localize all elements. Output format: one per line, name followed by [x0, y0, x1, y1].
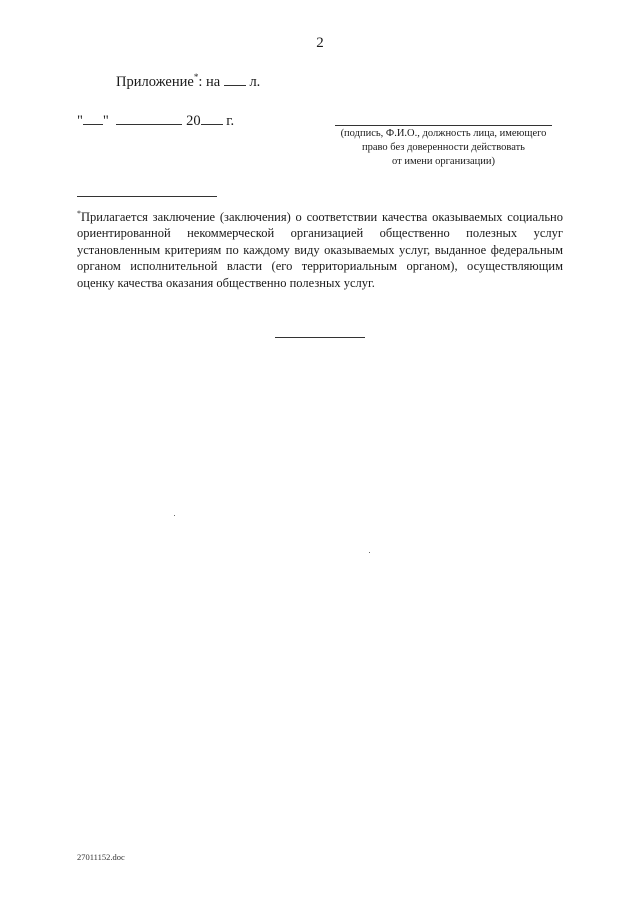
signature-caption	[335, 127, 552, 169]
footnote-marker: *	[77, 209, 81, 218]
scan-speck	[369, 552, 370, 553]
appendix-line	[116, 72, 260, 91]
sheet-count-blank	[224, 73, 246, 86]
appendix-label: Приложение	[116, 74, 194, 90]
page-number: 2	[316, 35, 324, 51]
appendix-marker: *	[193, 72, 199, 82]
footnote	[77, 206, 563, 291]
year-suffix: г.	[226, 113, 235, 129]
signature-caption-line: от имени организации)	[392, 156, 495, 167]
file-reference: 27011152.doc	[77, 852, 125, 862]
end-of-document-rule	[275, 337, 365, 338]
appendix-unit: л.	[249, 74, 261, 90]
signature-caption-line: (подпись, Ф.И.О., должность лица, имеющего	[340, 128, 547, 139]
footnote-text: Прилагается заключение (заключения) о соответствии качества оказываемых социально ориентированной некоммерческой организацией общественно полезных услуг установленным критериям по каждому виду оказываемых услуг, выданное федеральным органом исполнительной власти (его территориальным органом), осуществляющим оценку качества оказания общественно полезных услуг.	[77, 210, 563, 290]
date-line	[77, 112, 234, 130]
footnote-separator	[77, 196, 217, 197]
year-prefix: 20	[186, 113, 201, 129]
open-quote: "	[77, 113, 83, 129]
close-quote: "	[102, 113, 109, 129]
signature-caption-line: право без доверенности действовать	[362, 142, 525, 153]
month-blank	[116, 112, 182, 125]
day-blank	[83, 112, 103, 125]
appendix-suffix: : на	[198, 74, 221, 90]
scan-speck	[174, 515, 175, 516]
year-blank	[201, 112, 223, 125]
signature-line	[335, 125, 552, 126]
